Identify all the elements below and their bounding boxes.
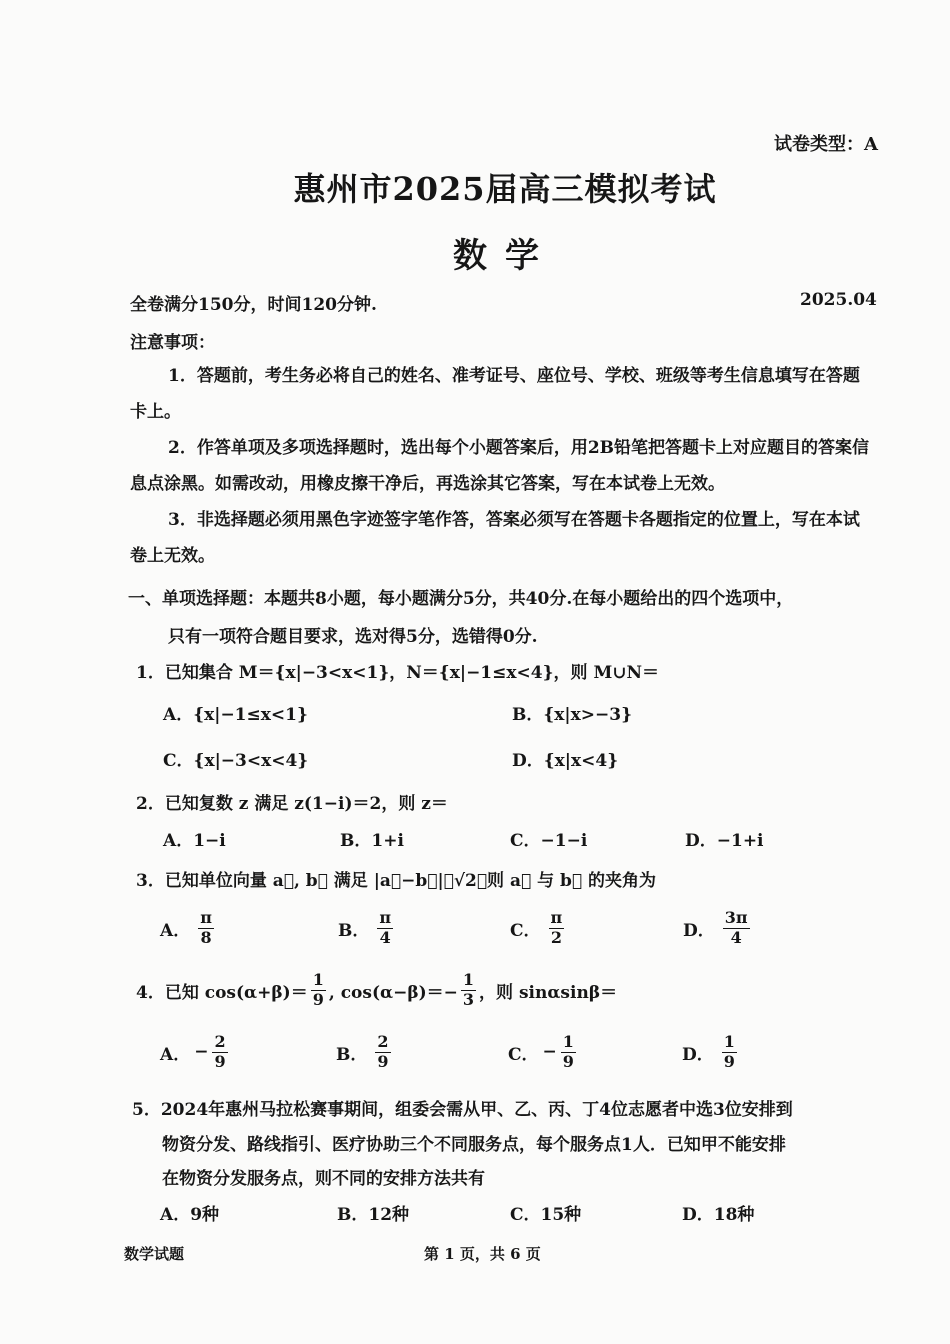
q5-option-a: A．9种 — [160, 1205, 220, 1225]
numerator: 1 — [312, 970, 324, 989]
fraction — [549, 910, 565, 947]
exam-date: 2025.04 — [800, 290, 877, 310]
option-label: D． — [682, 1044, 714, 1065]
denominator: 3 — [462, 989, 475, 1009]
q5-option-d: D．18种 — [682, 1205, 755, 1225]
fraction — [561, 1034, 576, 1071]
denominator: 9 — [377, 1051, 389, 1071]
q1-option-c: C．{x|−3<x<4} — [163, 751, 309, 771]
question-3-stem: 3．已知单位向量 a⃗, b⃗ 满足 |a⃗−b⃗|＝√2，则 a⃗ 与 b⃗ 的夹角为 — [136, 871, 657, 891]
q1-option-a: A．{x|−1≤x<1} — [163, 705, 308, 725]
q3-option-c — [510, 910, 564, 947]
fraction — [722, 1034, 737, 1071]
numerator: 1 — [462, 970, 475, 989]
section-header-cont: 只有一项符合题目要求，选对得5分，选错得0分. — [168, 627, 538, 647]
notice-item-2: 2．作答单项及多项选择题时，选出每个小题答案后，用2B铅笔把答题卡上对应题目的答案信息点涂黑。如需改动，用橡皮擦干净后，再选涂其它答案，写在本试卷上无效。 — [130, 438, 870, 494]
q4-option-b — [336, 1034, 391, 1071]
q1-option-d: D．{x|x<4} — [512, 751, 619, 771]
q2-option-a: A．1−i — [163, 831, 226, 851]
fraction — [311, 972, 326, 1009]
q4-stem-part-b: , cos(α−β)＝− — [328, 982, 458, 1003]
question-4-stem — [136, 972, 617, 1009]
option-label: B． — [336, 1044, 368, 1065]
notice-item-3: 3．非选择题必须用黑色字迹签字笔作答，答案必须写在答题卡各题指定的位置上，写在本试卷上无效。 — [130, 510, 860, 566]
denominator: 9 — [214, 1051, 226, 1071]
q2-option-b: B．1+i — [340, 831, 404, 851]
q4-stem-part-a: 4．已知 cos(α+β)＝ — [136, 982, 308, 1003]
question-5-line-2: 物资分发、路线指引、医疗协助三个不同服务点，每个服务点1人．已知甲不能安排 — [162, 1135, 786, 1155]
q5-option-c: C．15种 — [510, 1205, 582, 1225]
option-label: C． — [510, 920, 541, 941]
numerator: 2 — [377, 1032, 389, 1051]
q3-option-b — [338, 910, 393, 947]
fraction — [723, 910, 750, 947]
q2-option-c: C．−1−i — [510, 831, 588, 851]
numerator: 2 — [214, 1032, 226, 1051]
notice-item-1: 1．答题前，考生务必将自己的姓名、准考证号、座位号、学校、班级等考生信息填写在答题卡上。 — [130, 366, 860, 422]
question-5-line-3: 在物资分发服务点，则不同的安排方法共有 — [162, 1169, 485, 1189]
numerator: 3π — [724, 908, 748, 927]
sign: − — [542, 1042, 557, 1063]
option-label: B． — [338, 920, 370, 941]
denominator: 2 — [550, 927, 562, 947]
q4-stem-part-c: ，则 sinαsinβ＝ — [479, 982, 618, 1003]
option-label: C． — [508, 1044, 539, 1065]
denominator: 4 — [730, 927, 742, 947]
numerator: π — [200, 908, 212, 927]
sign: − — [194, 1042, 209, 1063]
footer-page-number: 第 1 页，共 6 页 — [424, 1245, 541, 1263]
question-1-stem: 1．已知集合 M＝{x|−3<x<1}，N＝{x|−1≤x<4}，则 M∪N＝ — [136, 663, 660, 683]
q4-option-c — [508, 1034, 576, 1071]
fraction — [377, 910, 393, 947]
numerator: π — [379, 908, 392, 927]
fraction — [375, 1034, 390, 1071]
option-label: A． — [160, 1044, 191, 1065]
numerator: 1 — [723, 1032, 735, 1051]
option-label: D． — [683, 920, 715, 941]
denominator: 9 — [723, 1051, 735, 1071]
paper-type-label: 试卷类型：A — [774, 134, 878, 155]
denominator: 4 — [379, 927, 391, 947]
question-5-line-1: 5．2024年惠州马拉松赛事期间，组委会需从甲、乙、丙、丁4位志愿者中选3位安排到 — [132, 1100, 793, 1120]
fraction — [212, 1034, 227, 1071]
q3-option-a — [160, 910, 214, 947]
q2-option-d: D．−1+i — [685, 831, 764, 851]
fraction — [198, 910, 214, 947]
q4-option-d — [682, 1034, 737, 1071]
denominator: 9 — [312, 989, 324, 1009]
fraction — [461, 972, 476, 1009]
denominator: 9 — [562, 1051, 574, 1071]
denominator: 8 — [200, 927, 212, 947]
q5-option-b: B．12种 — [337, 1205, 410, 1225]
numerator: 1 — [562, 1032, 574, 1051]
footer-subject: 数学试题 — [124, 1245, 185, 1263]
numerator: π — [550, 908, 563, 927]
q3-option-d — [683, 910, 750, 947]
option-label: A． — [160, 920, 191, 941]
subject-title: 数学 — [453, 236, 557, 276]
question-2-stem: 2．已知复数 z 满足 z(1−i)＝2，则 z＝ — [136, 794, 448, 814]
section-header: 一、单项选择题：本题共8小题，每小题满分5分，共40分.在每小题给出的四个选项中， — [128, 589, 794, 609]
q1-option-b: B．{x|x>−3} — [512, 705, 633, 725]
score-time-info: 全卷满分150分，时间120分钟. — [130, 295, 377, 315]
notice-title: 注意事项： — [130, 333, 215, 353]
q4-option-a — [160, 1034, 228, 1071]
exam-title: 惠州市2025届高三模拟考试 — [293, 170, 717, 208]
